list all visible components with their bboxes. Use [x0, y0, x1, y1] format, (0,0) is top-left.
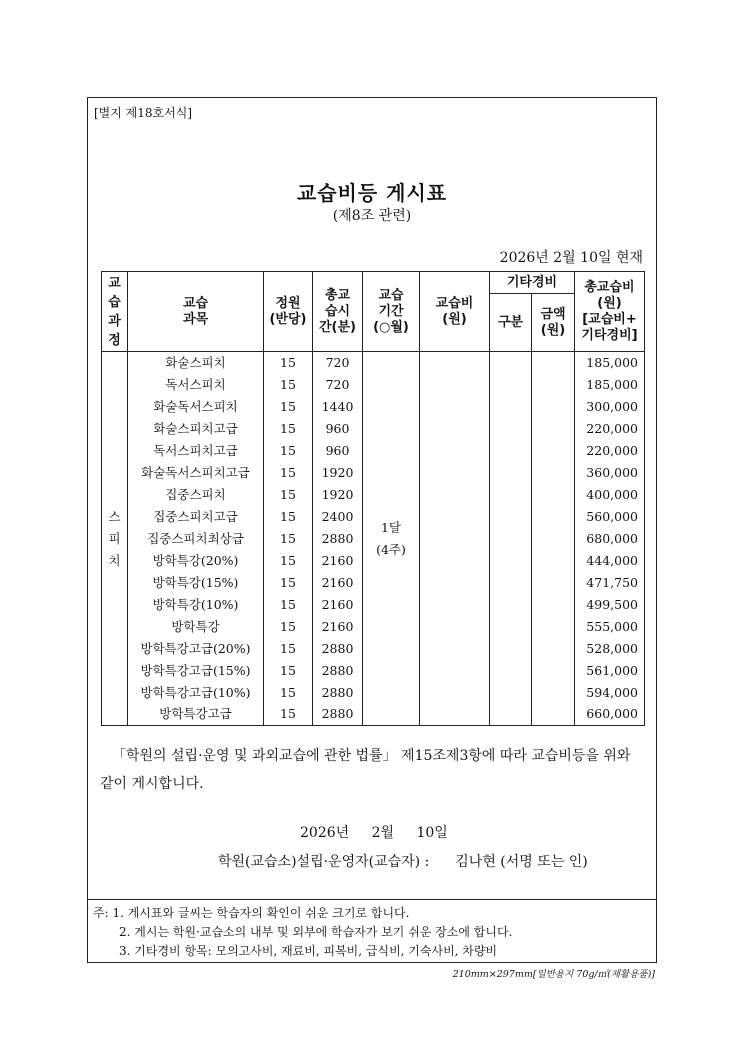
other-amount-cell — [532, 506, 575, 528]
header-category: 교습과정 — [102, 272, 128, 352]
minutes-cell: 960 — [313, 418, 363, 440]
other-amount-cell — [532, 440, 575, 462]
minutes-cell: 2880 — [313, 660, 363, 682]
other-type-cell — [490, 660, 532, 682]
note-2: 2. 게시는 학원·교습소의 내부 및 외부에 학습자가 보기 쉬운 장소에 합니다. — [119, 925, 513, 939]
total-fee-cell: 444,000 — [575, 550, 645, 572]
other-type-cell — [490, 682, 532, 704]
course-cell: 방학특강고급(10%) — [128, 682, 264, 704]
header-total-fee: 총교습비 (원) [교습비+ 기타경비] — [575, 272, 645, 352]
total-fee-cell: 360,000 — [575, 462, 645, 484]
capacity-cell: 15 — [264, 638, 313, 660]
tuition-cell — [420, 374, 490, 396]
notes — [93, 904, 512, 961]
other-type-cell — [490, 462, 532, 484]
statement: 「학원의 설립·운영 및 과외교습에 관한 법률」 제15조제3항에 따라 교습비등을 위와 같이 게시합니다. — [100, 748, 631, 792]
minutes-cell: 2160 — [313, 550, 363, 572]
signer-label: 학원(교습소)설립·운영자(교습자) : — [218, 854, 430, 870]
other-amount-cell — [532, 462, 575, 484]
other-type-cell — [490, 616, 532, 638]
other-amount-cell — [532, 418, 575, 440]
total-fee-cell: 185,000 — [575, 374, 645, 396]
other-type-cell — [490, 440, 532, 462]
capacity-cell: 15 — [264, 572, 313, 594]
minutes-cell: 2400 — [313, 506, 363, 528]
notes-divider — [87, 899, 657, 900]
tuition-cell — [420, 418, 490, 440]
tuition-cell — [420, 352, 490, 374]
total-fee-cell: 528,000 — [575, 638, 645, 660]
capacity-cell: 15 — [264, 550, 313, 572]
total-fee-cell: 400,000 — [575, 484, 645, 506]
course-cell: 화술독서스피치 — [128, 396, 264, 418]
other-amount-cell — [532, 550, 575, 572]
total-fee-cell: 560,000 — [575, 506, 645, 528]
minutes-cell: 1920 — [313, 484, 363, 506]
tuition-cell — [420, 638, 490, 660]
minutes-cell: 2880 — [313, 704, 363, 726]
capacity-cell: 15 — [264, 660, 313, 682]
header-other-amount: 금액 (원) — [532, 294, 575, 352]
period-cell: 1달 (4주) — [363, 352, 420, 726]
other-amount-cell — [532, 704, 575, 726]
course-cell: 집중스피치고급 — [128, 506, 264, 528]
tuition-cell — [420, 528, 490, 550]
other-type-cell — [490, 572, 532, 594]
total-fee-cell: 555,000 — [575, 616, 645, 638]
total-fee-cell: 680,000 — [575, 528, 645, 550]
signature-date: 2026년 2월 10일 — [300, 825, 448, 841]
header-capacity: 정원 (반당) — [264, 272, 313, 352]
capacity-cell: 15 — [264, 396, 313, 418]
header-total-hours: 총교 습시 간(분) — [313, 272, 363, 352]
tuition-cell — [420, 396, 490, 418]
total-fee-cell: 220,000 — [575, 440, 645, 462]
tuition-cell — [420, 682, 490, 704]
minutes-cell: 1920 — [313, 462, 363, 484]
capacity-cell: 15 — [264, 462, 313, 484]
course-cell: 방학특강고급 — [128, 704, 264, 726]
capacity-cell: 15 — [264, 528, 313, 550]
other-amount-cell — [532, 660, 575, 682]
total-fee-cell: 220,000 — [575, 418, 645, 440]
capacity-cell: 15 — [264, 440, 313, 462]
other-type-cell — [490, 396, 532, 418]
header-period: 교습 기간 (○월) — [363, 272, 420, 352]
other-amount-cell — [532, 484, 575, 506]
course-cell: 화술스피치고급 — [128, 418, 264, 440]
capacity-cell: 15 — [264, 484, 313, 506]
note-3: 3. 기타경비 항목: 모의고사비, 재료비, 피복비, 급식비, 기숙사비, 차량비 — [119, 944, 498, 958]
total-fee-cell: 185,000 — [575, 352, 645, 374]
signature-line — [218, 851, 588, 871]
course-cell: 집중스피치최상급 — [128, 528, 264, 550]
minutes-cell: 2160 — [313, 616, 363, 638]
other-type-cell — [490, 352, 532, 374]
course-cell: 화술스피치 — [128, 352, 264, 374]
other-amount-cell — [532, 616, 575, 638]
course-cell: 방학특강 — [128, 616, 264, 638]
header-other-costs: 기타경비 — [490, 272, 575, 294]
capacity-cell: 15 — [264, 682, 313, 704]
minutes-cell: 720 — [313, 352, 363, 374]
minutes-cell: 2880 — [313, 638, 363, 660]
table-row — [102, 352, 645, 374]
as-of-date: 2026년 2월 10일 현재 — [499, 250, 643, 266]
capacity-cell: 15 — [264, 616, 313, 638]
course-cell: 방학특강(20%) — [128, 550, 264, 572]
other-amount-cell — [532, 352, 575, 374]
minutes-cell: 1440 — [313, 396, 363, 418]
tuition-cell — [420, 484, 490, 506]
other-amount-cell — [532, 396, 575, 418]
capacity-cell: 15 — [264, 418, 313, 440]
page-title: 교습비등 게시표 — [296, 181, 448, 205]
capacity-cell: 15 — [264, 506, 313, 528]
tuition-cell — [420, 572, 490, 594]
minutes-cell: 720 — [313, 374, 363, 396]
other-amount-cell — [532, 682, 575, 704]
minutes-cell: 960 — [313, 440, 363, 462]
capacity-cell: 15 — [264, 374, 313, 396]
capacity-cell: 15 — [264, 594, 313, 616]
other-type-cell — [490, 484, 532, 506]
total-fee-cell: 660,000 — [575, 704, 645, 726]
tuition-cell — [420, 594, 490, 616]
other-type-cell — [490, 506, 532, 528]
tuition-cell — [420, 440, 490, 462]
total-fee-cell: 300,000 — [575, 396, 645, 418]
form-number: [별지 제18호서식] — [94, 106, 192, 120]
other-type-cell — [490, 704, 532, 726]
other-type-cell — [490, 374, 532, 396]
tuition-cell — [420, 506, 490, 528]
header-other-type: 구분 — [490, 294, 532, 352]
other-amount-cell — [532, 374, 575, 396]
capacity-cell: 15 — [264, 352, 313, 374]
total-fee-cell: 594,000 — [575, 682, 645, 704]
other-type-cell — [490, 528, 532, 550]
course-cell: 독서스피치고급 — [128, 440, 264, 462]
total-fee-cell: 471,750 — [575, 572, 645, 594]
minutes-cell: 2880 — [313, 528, 363, 550]
capacity-cell: 15 — [264, 704, 313, 726]
minutes-cell: 2160 — [313, 572, 363, 594]
other-amount-cell — [532, 528, 575, 550]
category-cell: 스 피 치 — [102, 352, 128, 726]
total-fee-cell: 499,500 — [575, 594, 645, 616]
paper-spec: 210mm×297mm[일반용지 70g/㎡(재활용품)] — [452, 969, 655, 980]
other-type-cell — [490, 594, 532, 616]
course-cell: 화술독서스피치고급 — [128, 462, 264, 484]
tuition-cell — [420, 462, 490, 484]
other-type-cell — [490, 638, 532, 660]
fee-table — [101, 271, 645, 726]
note-1: 주: 1. 게시표와 글씨는 학습자의 확인이 쉬운 크기로 합니다. — [93, 906, 410, 920]
minutes-cell: 2880 — [313, 682, 363, 704]
other-amount-cell — [532, 572, 575, 594]
signer-name: 김나현 (서명 또는 인) — [455, 854, 588, 870]
other-type-cell — [490, 550, 532, 572]
minutes-cell: 2160 — [313, 594, 363, 616]
other-amount-cell — [532, 638, 575, 660]
tuition-cell — [420, 704, 490, 726]
header-tuition: 교습비 (원) — [420, 272, 490, 352]
header-course: 교습 과목 — [128, 272, 264, 352]
total-fee-cell: 561,000 — [575, 660, 645, 682]
course-cell: 집중스피치 — [128, 484, 264, 506]
other-type-cell — [490, 418, 532, 440]
course-cell: 방학특강(10%) — [128, 594, 264, 616]
course-cell: 방학특강(15%) — [128, 572, 264, 594]
tuition-cell — [420, 660, 490, 682]
course-cell: 방학특강고급(15%) — [128, 660, 264, 682]
page-subtitle: (제8조 관련) — [332, 208, 412, 224]
tuition-cell — [420, 550, 490, 572]
course-cell: 독서스피치 — [128, 374, 264, 396]
other-amount-cell — [532, 594, 575, 616]
tuition-cell — [420, 616, 490, 638]
course-cell: 방학특강고급(20%) — [128, 638, 264, 660]
